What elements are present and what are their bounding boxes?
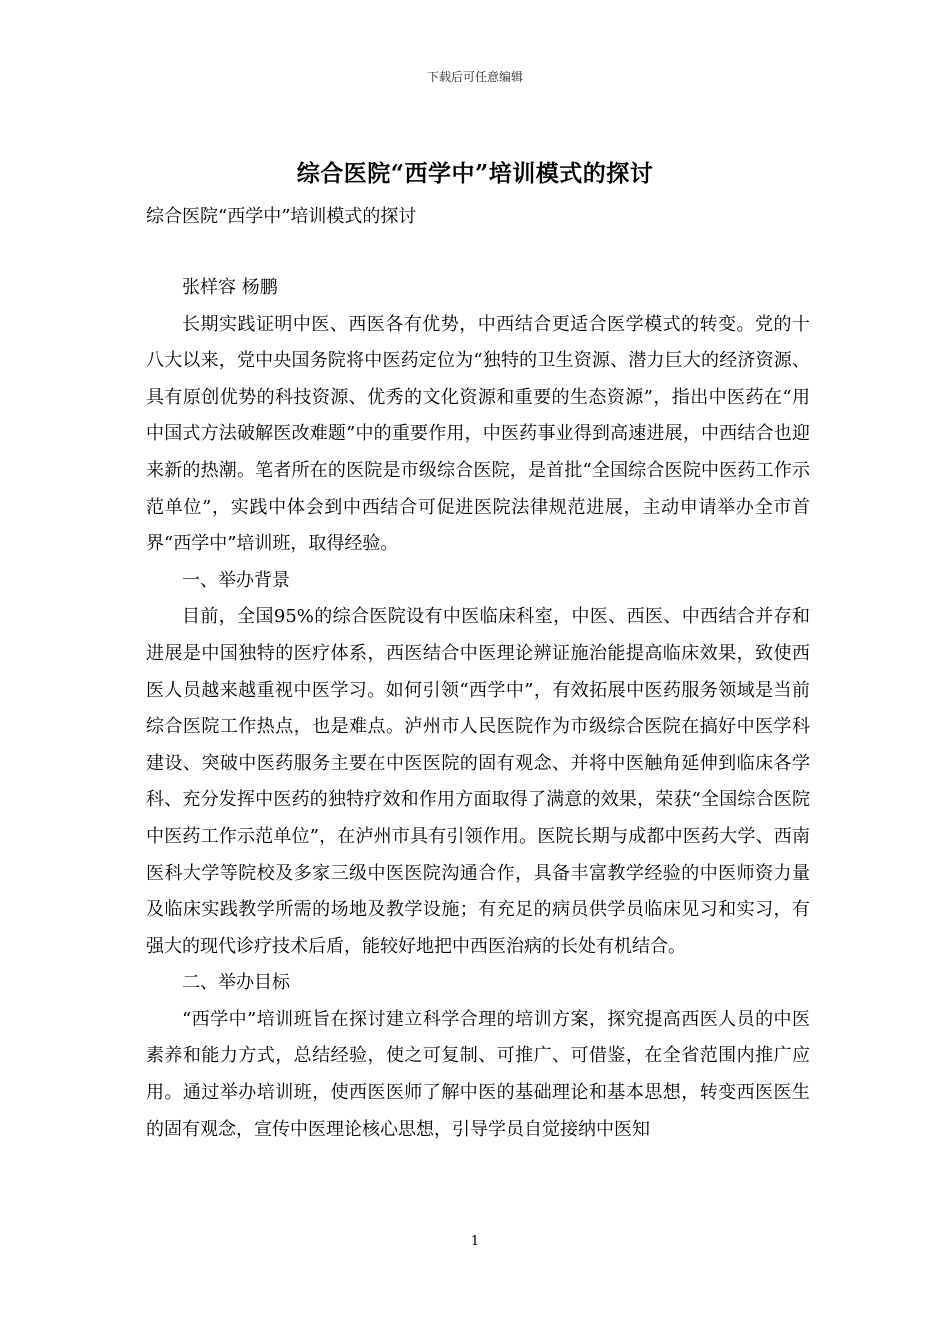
section-heading-goals: 二、举办目标 xyxy=(182,972,290,994)
paragraph-background: 目前，全国95%的综合医院设有中医临床科室，中医、西医、中西结合并存和进展是中国独特的医疗体系，西医结合中医理论辨证施治能提高临床效果，致使西医人员越来越重视中医学习。如何引领“西学中”，有效拓展中医药服务领域是当前综合医院工作热点，也是难点。泸州市人民医院作为市级综合医院在搞好中医学科建设、突破中医药服务主要在中医医院的固有观念、并将中医触角延伸到临床各学科、充分发挥中医药的独特疗效和作用方面取得了满意的效果，荣获“全国综合医院中医药工作示范单位”，在泸州市具有引领作用。医院长期与成都中医药大学、西南医科大学等院校及多家三级中医医院沟通合作，具备丰富教学经验的中医师资力量及临床实践教学所需的场地及教学设施；有充足的病员供学员临床见习和实习，有强大的现代诊疗技术后盾，能较好地把中西医治病的长处有机结合。 xyxy=(146,606,810,957)
document-body xyxy=(146,270,810,1148)
page-number: 1 xyxy=(470,1234,480,1249)
document-title: 综合医院“西学中”培训模式的探讨 xyxy=(296,160,654,187)
section-heading-background: 一、举办背景 xyxy=(182,569,290,591)
author-line: 张样容 杨鹏 xyxy=(182,277,278,298)
header-note: 下载后可任意编辑 xyxy=(426,70,523,84)
paragraph-goals: “西学中”培训班旨在探讨建立科学合理的培训方案，探究提高西医人员的中医素养和能力方式，总结经验，使之可复制、可推广、可借鉴，在全省范围内推广应用。通过举办培训班，使西医医师了解中医的基础理论和基本思想，转变西医医生的固有观念，宣传中医理论核心思想，引导学员自觉接纳中医知 xyxy=(146,1008,810,1140)
paragraph-intro: 长期实践证明中医、西医各有优势，中西结合更适合医学模式的转变。党的十八大以来，党中央国务院将中医药定位为“独特的卫生资源、潜力巨大的经济资源、具有原创优势的科技资源、优秀的文化资源和重要的生态资源”，指出中医药在“用中国式方法破解医改难题”中的重要作用，中医药事业得到高速进展，中西结合也迎来新的热潮。笔者所在的医院是市级综合医院，是首批“全国综合医院中医药工作示范单位”，实践中体会到中西结合可促进医院法律规范进展，主动申请举办全市首界“西学中”培训班，取得经验。 xyxy=(146,313,810,555)
document-subtitle: 综合医院“西学中”培训模式的探讨 xyxy=(146,206,417,227)
